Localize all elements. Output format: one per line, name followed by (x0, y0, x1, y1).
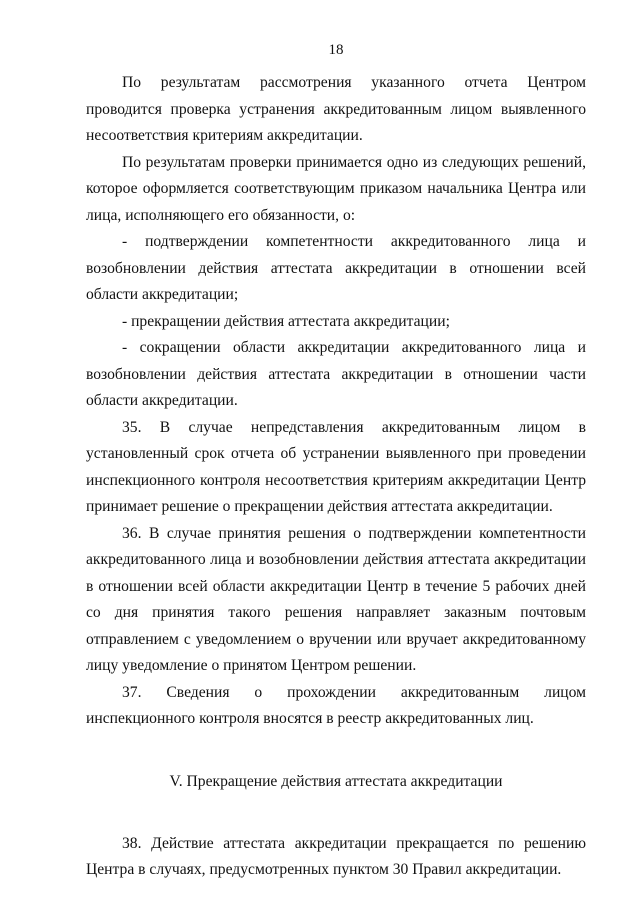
paragraph-item-35: 35. В случае непредставления аккредитованным лицом в установленный срок отчета об устранении выявленного при проведении инспекционного контроля несоответствия критериям аккредитации Центр принимает решение о прекращении действия аттестата аккредитации. (86, 418, 586, 515)
page-number: 18 (328, 42, 344, 58)
section-heading: V. Прекращение действия аттестата аккредитации (169, 772, 503, 790)
paragraph-review-check: По результатам рассмотрения указанного отчета Центром проводится проверка устранения аккредитованным лицом выявленного несоответствия критериям аккредитации. (86, 74, 586, 144)
list-item-termination: - прекращении действия аттестата аккредитации; (122, 312, 450, 330)
list-item-reduction: - сокращении области аккредитации аккредитованного лица и возобновлении действия аттестата аккредитации в отношении части области аккредитации. (86, 339, 586, 409)
paragraph-decision-intro: По результатам проверки принимается одно из следующих решений, которое оформляется соответствующим приказом начальника Центра или лица, исполняющего его обязанности, о: (86, 153, 586, 224)
paragraph-item-36: 36. В случае принятия решения о подтверждении компетентности аккредитованного лица и возобновлении действия аттестата аккредитации в отношении всей области аккредитации Центр в течение 5 рабочих дней со дня принятия такого решения направляет заказным почтовым отправлением с уведомлением о вручении или вручает аккредитованному лицу уведомление о принятом Центром решении. (86, 524, 586, 674)
list-item-confirmation: - подтверждении компетентности аккредитованного лица и возобновлении действия аттестата аккредитации в отношении всей области аккредитации; (86, 233, 586, 303)
paragraph-item-37: 37. Сведения о прохождении аккредитованным лицом инспекционного контроля вносятся в реестр аккредитованных лиц. (86, 683, 586, 727)
paragraph-item-38: 38. Действие аттестата аккредитации прекращается по решению Центра в случаях, предусмотренных пунктом 30 Правил аккредитации. (86, 834, 586, 878)
document-page (86, 40, 586, 884)
